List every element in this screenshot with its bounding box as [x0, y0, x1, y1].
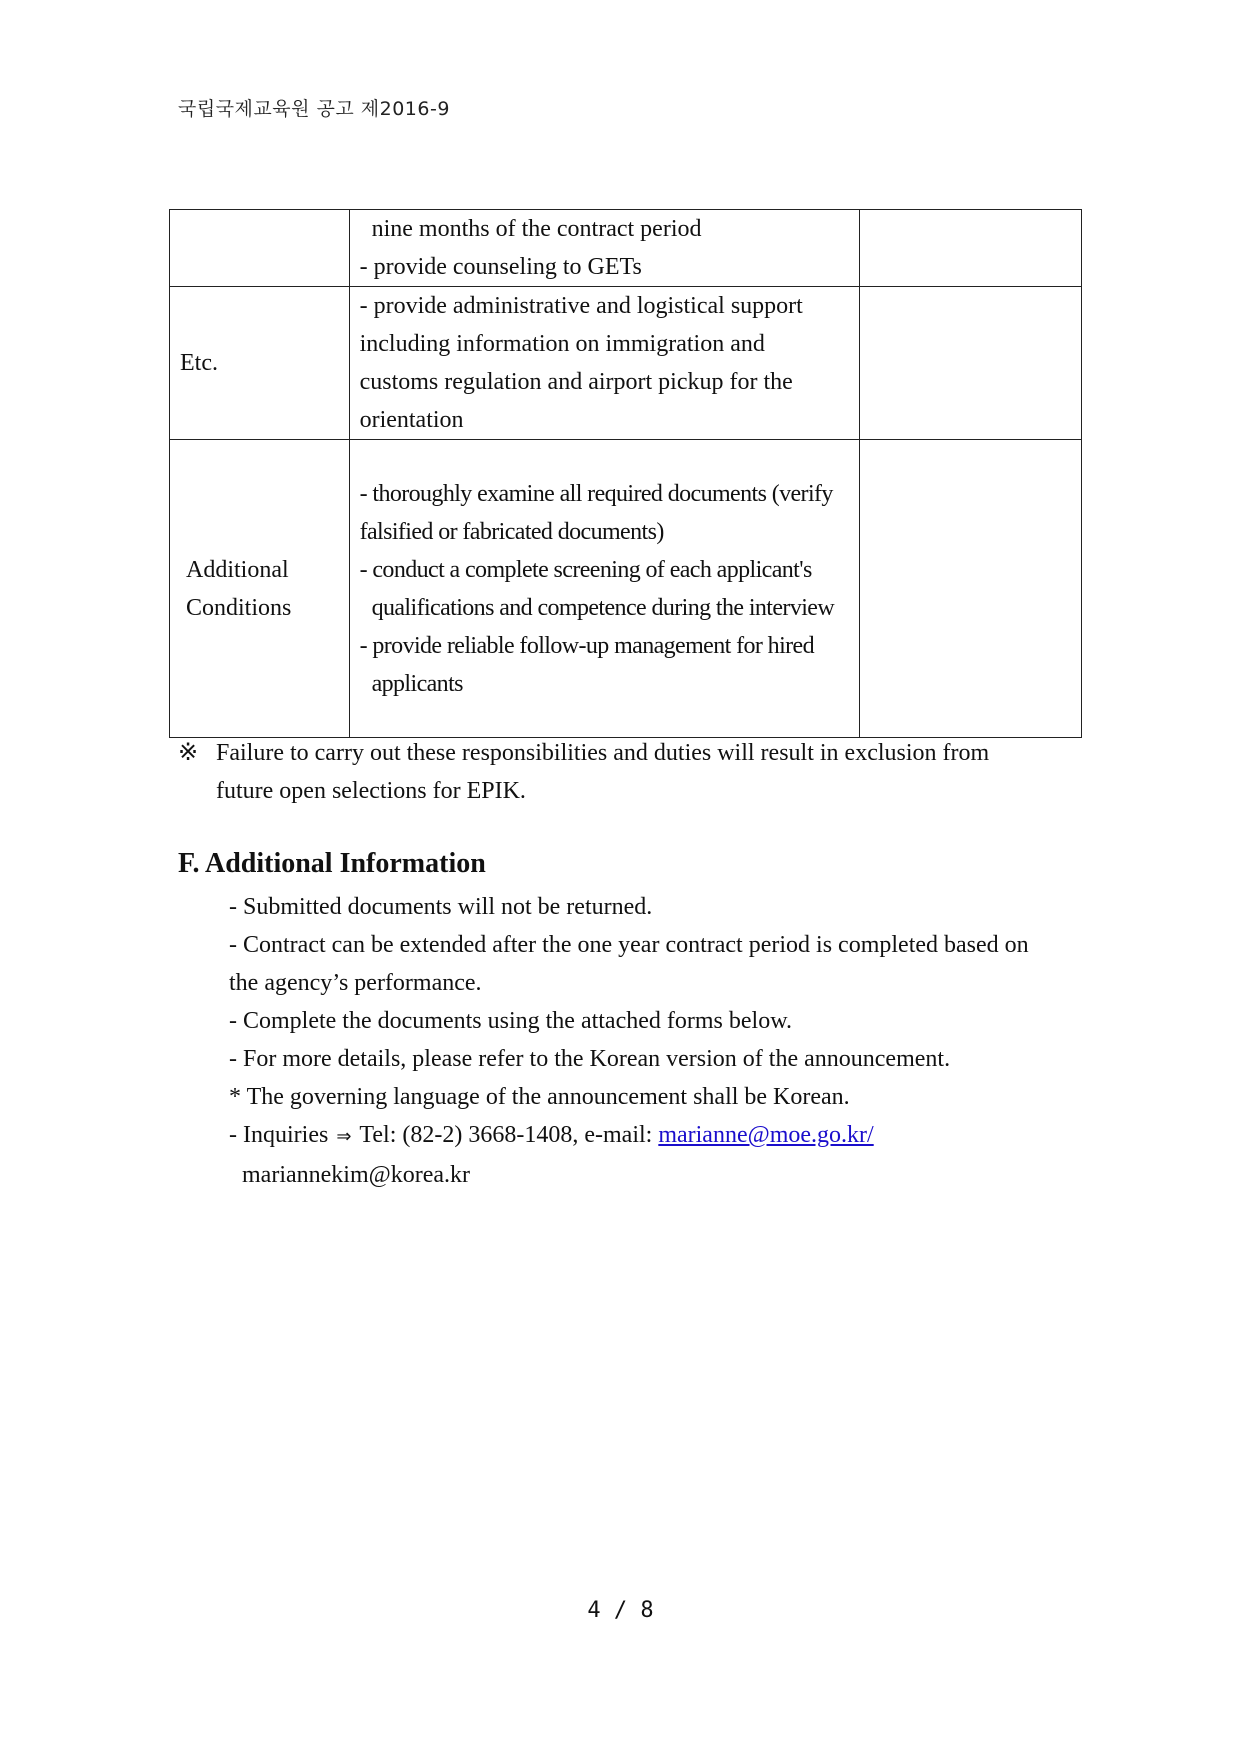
- row-content: [349, 440, 860, 738]
- content-line: nine months of the contract period: [371, 216, 702, 242]
- reference-mark-icon: ※: [178, 740, 199, 766]
- info-item: - Complete the documents using the attached forms below.: [229, 1008, 792, 1034]
- inquiries-tel: Tel: (82-2) 3668-1408, e-mail:: [359, 1122, 659, 1148]
- notice-text: Failure to carry out these responsibilities and duties will result in exclusion from: [216, 740, 990, 766]
- arrow-right-icon: ⇒: [336, 1126, 352, 1147]
- content-line: orientation: [359, 407, 464, 433]
- info-item: - Contract can be extended after the one year contract period is completed based on: [229, 932, 1029, 958]
- responsibilities-table: [169, 209, 1082, 738]
- table-row: [170, 440, 1082, 738]
- notice: [178, 734, 1058, 810]
- content-line: qualifications and competence during the interview: [371, 594, 835, 621]
- content-line: - conduct a complete screening of each applicant's: [359, 556, 812, 583]
- info-item: * The governing language of the announcement shall be Korean.: [229, 1084, 850, 1110]
- content-line: - provide administrative and logistical support: [359, 293, 803, 319]
- row-note: [860, 440, 1082, 738]
- document-header: 국립국제교육원 공고 제2016-9: [178, 98, 450, 120]
- row-content: [349, 210, 860, 287]
- row-label: Etc.: [170, 287, 350, 440]
- inquiries-line: [229, 1116, 1079, 1156]
- table-row: [170, 210, 1082, 287]
- content-line: including information on immigration and: [359, 331, 765, 357]
- content-line: customs regulation and airport pickup for the: [359, 369, 793, 395]
- row-label: [170, 440, 350, 738]
- inquiries-email-2: mariannekim@korea.kr: [242, 1162, 471, 1188]
- row-note: [860, 210, 1082, 287]
- content-line: - thoroughly examine all required documents (verify: [359, 480, 833, 507]
- page-number: 4 / 8: [587, 1598, 654, 1623]
- row-content: [349, 287, 860, 440]
- table-row: [170, 287, 1082, 440]
- content-line: - provide reliable follow-up management for hired: [359, 632, 814, 659]
- label-line: Additional: [186, 556, 289, 583]
- row-label: [170, 210, 350, 287]
- content-line: - provide counseling to GETs: [359, 254, 642, 280]
- info-item: - Submitted documents will not be returned.: [229, 894, 653, 920]
- inquiries-label: - Inquiries: [229, 1122, 329, 1148]
- info-item: the agency’s performance.: [229, 970, 482, 996]
- label-line: Conditions: [186, 594, 292, 621]
- content-line: falsified or fabricated documents): [359, 518, 664, 545]
- content-line: applicants: [371, 670, 463, 697]
- email-link[interactable]: marianne@moe.go.kr/: [658, 1122, 874, 1148]
- info-item: - For more details, please refer to the Korean version of the announcement.: [229, 1046, 951, 1072]
- additional-info-list: [229, 888, 1079, 1194]
- section-title: F. Additional Information: [178, 848, 486, 879]
- row-note: [860, 287, 1082, 440]
- notice-text: future open selections for EPIK.: [216, 778, 526, 804]
